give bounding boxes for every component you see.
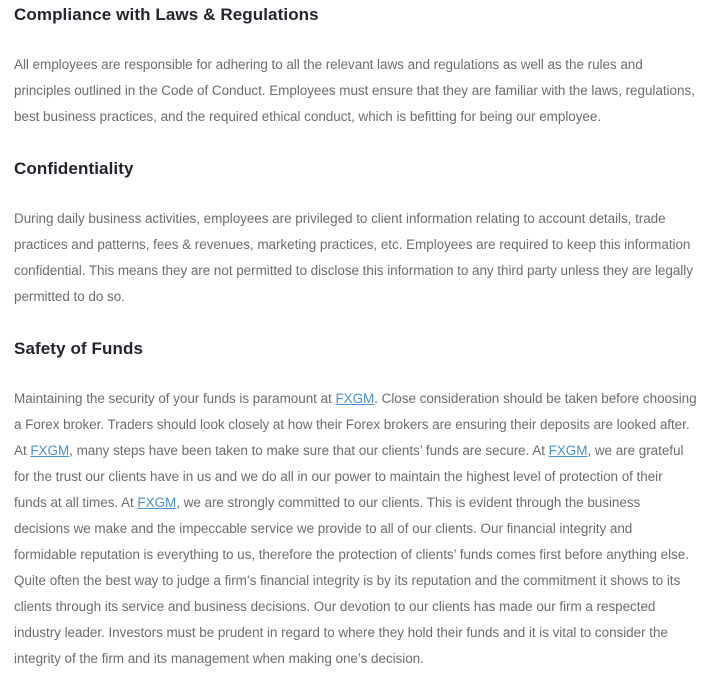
fxgm-link[interactable]: FXGM — [335, 391, 375, 406]
section-safety-of-funds — [14, 338, 697, 672]
fxgm-link[interactable]: FXGM — [548, 443, 588, 458]
section-paragraph: Maintaining the security of your funds is paramount at FXGM. Close consideration should be taken before choosing a Forex broker. Traders should look closely at how their Forex brokers are ensuring their deposits are looked after. At FXGM, many steps have been taken to make sure that our clients’ funds are secure. At FXGM, we are grateful for the trust our clients have in us and we do all in our power to maintain the highest level of protection of their funds at all times. At FXGM, we are strongly committed to our clients. This is evident through the business decisions we make and the impeccable service we provide to all of our clients. Our financial integrity and formidable reputation is everything to us, therefore the protection of clients’ funds comes first before anything else. Quite often the best way to judge a firm’s financial integrity is by its reputation and the commitment it shows to its clients through its service and business decisions. Our devotion to our clients has made our firm a respected industry leader. Investors must be prudent in regard to where they hold their funds and it is vital to consider the integrity of the firm and its management when making one’s decision. — [14, 391, 697, 666]
section-paragraph: During daily business activities, employees are privileged to client information relating to account details, trade practices and patterns, fees & revenues, marketing practices, etc. Employees are required to keep this information confidential. This means they are not permitted to disclose this information to any third party unless they are legally permitted to do so. — [14, 211, 693, 304]
fxgm-link[interactable]: FXGM — [30, 443, 70, 458]
section-heading-confidentiality: Confidentiality — [14, 159, 134, 178]
section-compliance — [14, 4, 697, 130]
section-heading-safety-of-funds: Safety of Funds — [14, 339, 144, 358]
section-confidentiality — [14, 158, 697, 310]
fxgm-link[interactable]: FXGM — [137, 495, 177, 510]
section-heading-compliance: Compliance with Laws & Regulations — [14, 5, 319, 24]
section-paragraph: All employees are responsible for adhering to all the relevant laws and regulations as well as the rules and principles outlined in the Code of Conduct. Employees must ensure that they are familiar with the laws, regulations, best business practices, and the required ethical conduct, which is befitting for being our employee. — [14, 57, 695, 124]
